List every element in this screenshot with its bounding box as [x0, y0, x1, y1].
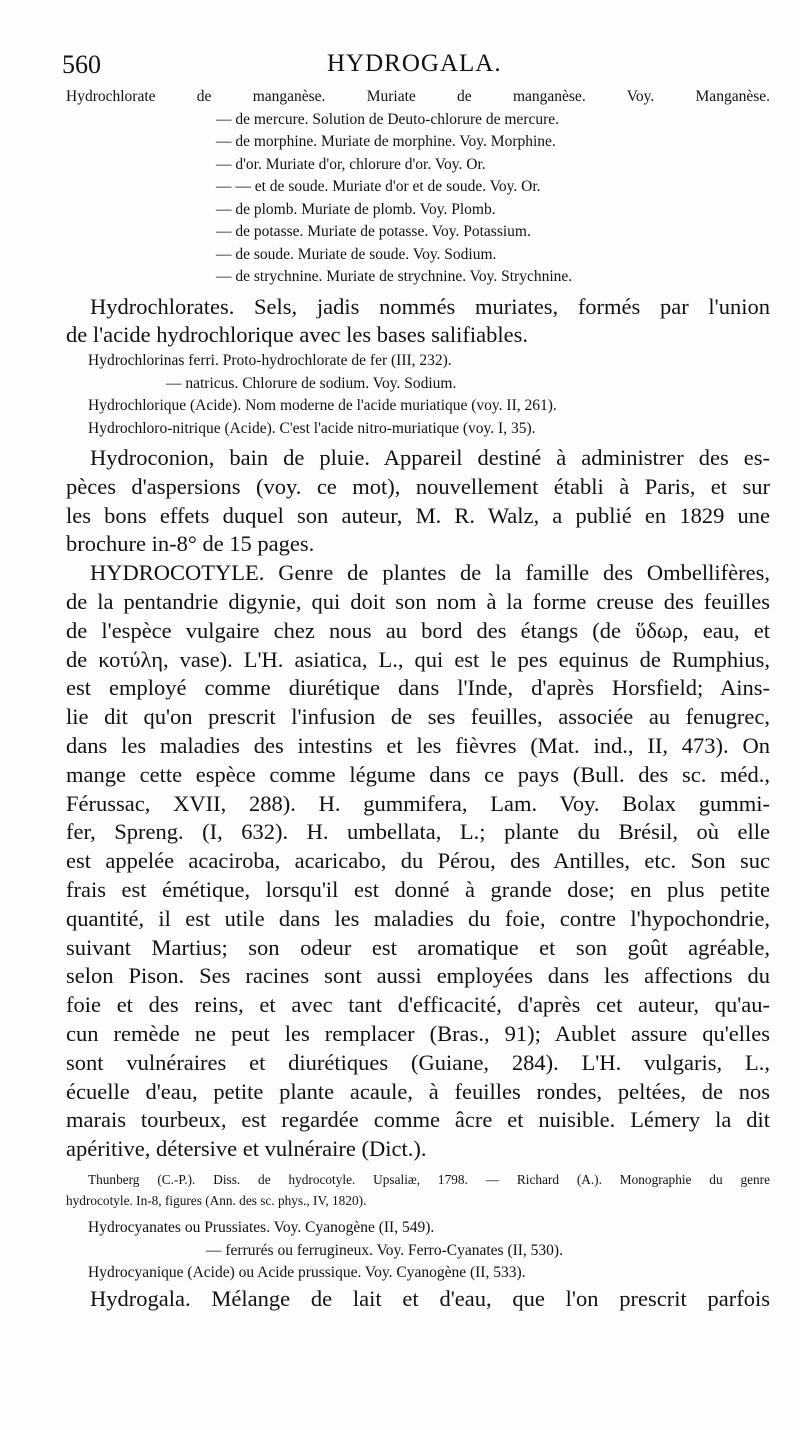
entry-line: fer, Spreng. (I, 632). H. umbellata, L.; plante du Brésil, où elle — [66, 819, 770, 845]
entry-line: de κοτύλη, vase). L'H. asiatica, L., qui est le pes equinus de Rumphius, — [66, 646, 770, 672]
entry-line: HYDROCOTYLE. Genre de plantes de la famille des Ombellifères, — [90, 560, 770, 586]
page-header — [62, 50, 760, 90]
entry-line: suivant Martius; son odeur est aromatique et son goût agréable, — [66, 934, 770, 960]
entry-line: frais est émétique, lorsqu'il est donné à grande dose; en plus petite — [66, 877, 770, 903]
entry-line: de l'espèce vulgaire chez nous au bord des étangs (de ὕδωρ, eau, et — [66, 617, 770, 643]
entry-line: dans les maladies des intestins et les fièvres (Mat. ind., II, 473). On — [66, 733, 770, 759]
bibliography-line: Thunberg (C.-P.). Diss. de hydrocotyle. Upsaliæ, 1798. — Richard (A.). Monographie du genre — [88, 1172, 770, 1188]
entry-line: — d'or. Muriate d'or, chlorure d'or. Voy. Or. — [216, 155, 486, 173]
entry-line: les bons effets duquel son auteur, M. R. Walz, a publié en 1829 une — [66, 502, 770, 528]
page-body — [66, 86, 770, 1313]
entry-line: — de morphine. Muriate de morphine. Voy. Morphine. — [216, 133, 556, 150]
entry-line: — natricus. Chlorure de sodium. Voy. Sodium. — [166, 374, 457, 392]
entry-line: Hydrochlorates. Sels, jadis nommés muriates, formés par l'union — [90, 293, 770, 319]
entry-line: écuelle d'eau, petite plante acaule, à feuilles rondes, peltées, de nos — [66, 1078, 770, 1104]
running-head: HYDROGALA. — [327, 50, 502, 77]
entry-line: Hydrochlorate de manganèse. Muriate de manganèse. Voy. Manganèse. — [66, 88, 770, 105]
entry-line: selon Pison. Ses racines sont aussi employées dans les affections du — [66, 963, 770, 989]
entry-line: — de strychnine. Muriate de strychnine. Voy. Strychnine. — [216, 268, 573, 285]
entry-line: est appelée acaciroba, acaricabo, du Pérou, des Antilles, etc. Son suc — [66, 848, 770, 874]
entry-line: foie et des reins, et avec tant d'efficacité, d'après cet auteur, qu'au- — [66, 992, 770, 1018]
entry-line: — de mercure. Solution de Deuto-chlorure de mercure. — [216, 110, 560, 128]
bibliography-line: hydrocotyle. In-8, figures (Ann. des sc. phys., IV, 1820). — [66, 1192, 367, 1208]
entry-line: de la pentandrie digynie, qui doit son nom à la forme creuse des feuilles — [66, 589, 770, 615]
entry-line: Hydrochlorinas ferri. Proto-hydrochlorate de fer (III, 232). — [88, 352, 452, 370]
entry-line: Hydrogala. Mélange de lait et d'eau, que l'on prescrit parfois — [90, 1285, 770, 1311]
entry-line: lie dit qu'on prescrit l'infusion de ses feuilles, associée au fenugrec, — [66, 704, 770, 730]
entry-line: cun remède ne peut les remplacer (Bras., 91); Aublet assure qu'elles — [66, 1021, 770, 1047]
entry-line: Hydrocyanique (Acide) ou Acide prussique. Voy. Cyanogène (II, 533). — [88, 1264, 526, 1282]
entry-line: — de soude. Muriate de soude. Voy. Sodium. — [216, 245, 497, 263]
entry-line: Hydrochlorique (Acide). Nom moderne de l'acide muriatique (voy. II, 261). — [88, 397, 557, 415]
entry-line: de l'acide hydrochlorique avec les bases salifiables. — [66, 322, 528, 348]
entry-line: — ferrurés ou ferrugineux. Voy. Ferro-Cyanates (II, 530). — [206, 1241, 563, 1259]
entry-line: Hydrocyanates ou Prussiates. Voy. Cyanogène (II, 549). — [88, 1219, 435, 1237]
entry-line: quantité, il est utile dans les maladies du foie, contre l'hypochondrie, — [66, 905, 770, 931]
entry-line: — de potasse. Muriate de potasse. Voy. Potassium. — [216, 223, 531, 240]
entry-line: Férussac, XVII, 288). H. gummifera, Lam. Voy. Bolax gummi- — [66, 790, 770, 816]
entry-line: marais tourbeux, est regardée comme âcre et nuisible. Lémery la dit — [66, 1107, 770, 1133]
entry-line: — — et de soude. Muriate d'or et de soude. Voy. Or. — [216, 178, 541, 195]
entry-line: brochure in-8° de 15 pages. — [66, 531, 315, 557]
entry-line: sont vulnéraires et diurétiques (Guiane, 284). L'H. vulgaris, L., — [66, 1049, 770, 1075]
entry-line: — de plomb. Muriate de plomb. Voy. Plomb. — [216, 200, 496, 218]
page-number: 560 — [62, 50, 101, 79]
entry-line: apéritive, détersive et vulnéraire (Dict.). — [66, 1136, 427, 1162]
entry-line: pèces d'aspersions (voy. ce mot), nouvellement établi à Paris, et sur — [66, 473, 770, 499]
entry-line: est employé comme diurétique dans l'Inde, d'après Horsfield; Ains- — [66, 675, 770, 701]
entry-line: Hydroconion, bain de pluie. Appareil destiné à administrer des es- — [90, 445, 770, 471]
entry-line: Hydrochloro-nitrique (Acide). C'est l'acide nitro-muriatique (voy. I, 35). — [88, 419, 536, 437]
entry-line: mange cette espèce comme légume dans ce pays (Bull. des sc. méd., — [66, 761, 770, 787]
